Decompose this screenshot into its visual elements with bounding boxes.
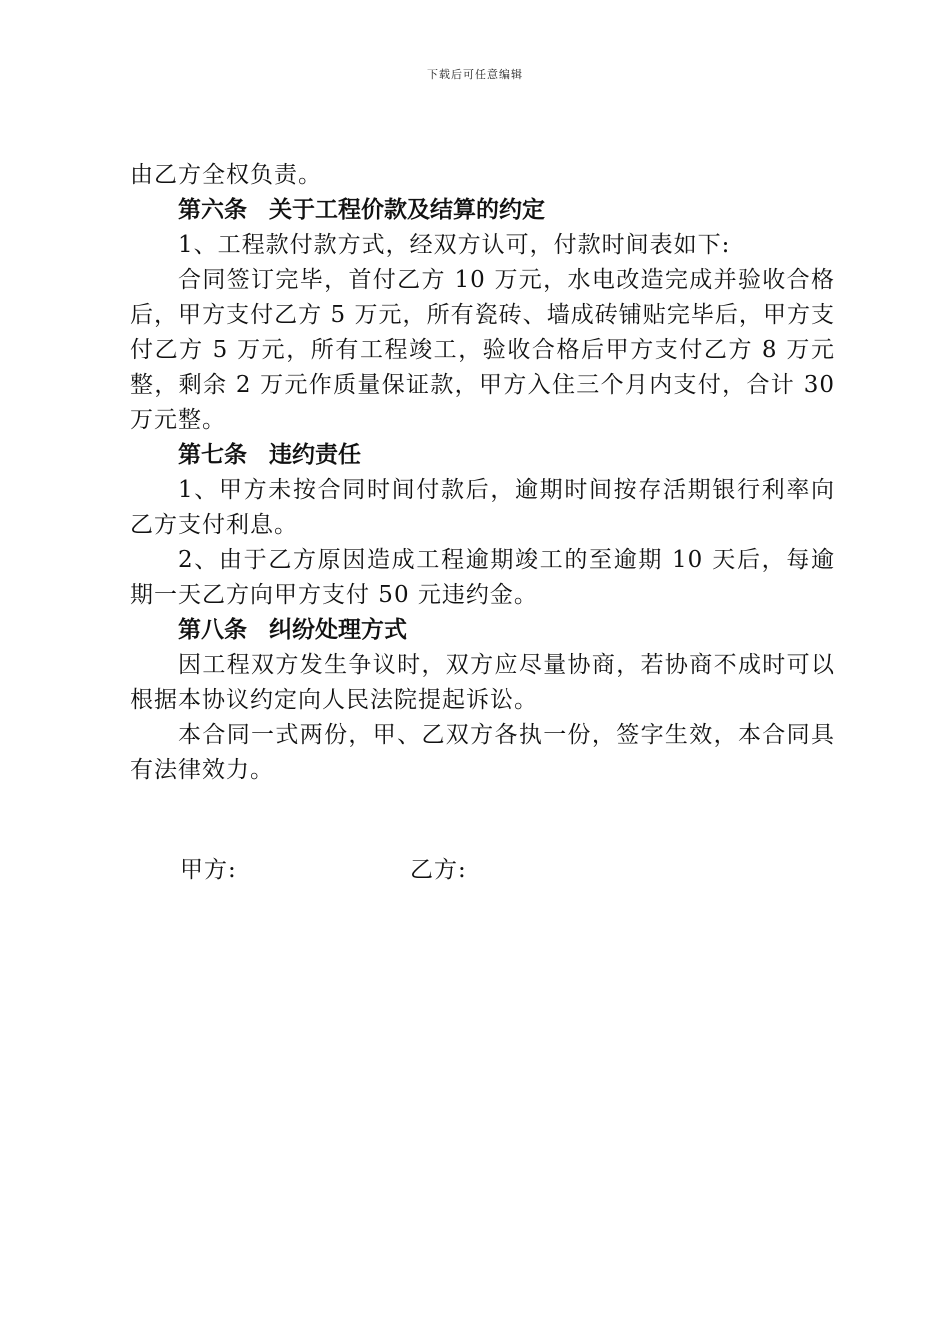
paragraph-copies: 本合同一式两份，甲、乙双方各执一份，签字生效，本合同具有法律效力。 [130, 722, 835, 783]
article-number: 第六条 [178, 197, 247, 223]
signature-party-b: 乙方: [410, 857, 467, 883]
paragraph-late-payment: 1、甲方未按合同时间付款后，逾期时间按存活期银行利率向乙方支付利息。 [130, 477, 835, 538]
paragraph-payment-method: 1、工程款付款方式，经双方认可，付款时间表如下: [178, 232, 731, 258]
paragraph-payment-schedule: 合同签订完毕，首付乙方 10 万元，水电改造完成并验收合格后，甲方支付乙方 5 万元，所有瓷砖、墙成砖铺贴完毕后，甲方支付乙方 5 万元，所有工程竣工，验收合格后甲方支付乙方 8 万元整，剩余 2 万元作质量保证款，甲方入住三个月内支付，合计 30 万元整。 [130, 267, 835, 433]
article-number: 第八条 [178, 617, 247, 643]
article-title: 违约责任 [269, 442, 361, 468]
article-title: 纠纷处理方式 [269, 617, 407, 643]
article-heading-6 [130, 193, 835, 228]
article-number: 第七条 [178, 442, 247, 468]
article-title: 关于工程价款及结算的约定 [269, 197, 545, 223]
contract-body [130, 158, 835, 788]
article-heading-7 [130, 438, 835, 473]
paragraph-late-completion: 2、由于乙方原因造成工程逾期竣工的至逾期 10 天后，每逾期一天乙方向甲方支付 50 元违约金。 [130, 547, 835, 608]
page-header: 下载后可任意编辑 [427, 68, 523, 81]
paragraph-continuation: 由乙方全权负责。 [130, 162, 322, 188]
article-heading-8 [130, 613, 835, 648]
paragraph-dispute: 因工程双方发生争议时，双方应尽量协商，若协商不成时可以根据本协议约定向人民法院提起诉讼。 [130, 652, 835, 713]
signature-party-a: 甲方: [180, 857, 237, 883]
